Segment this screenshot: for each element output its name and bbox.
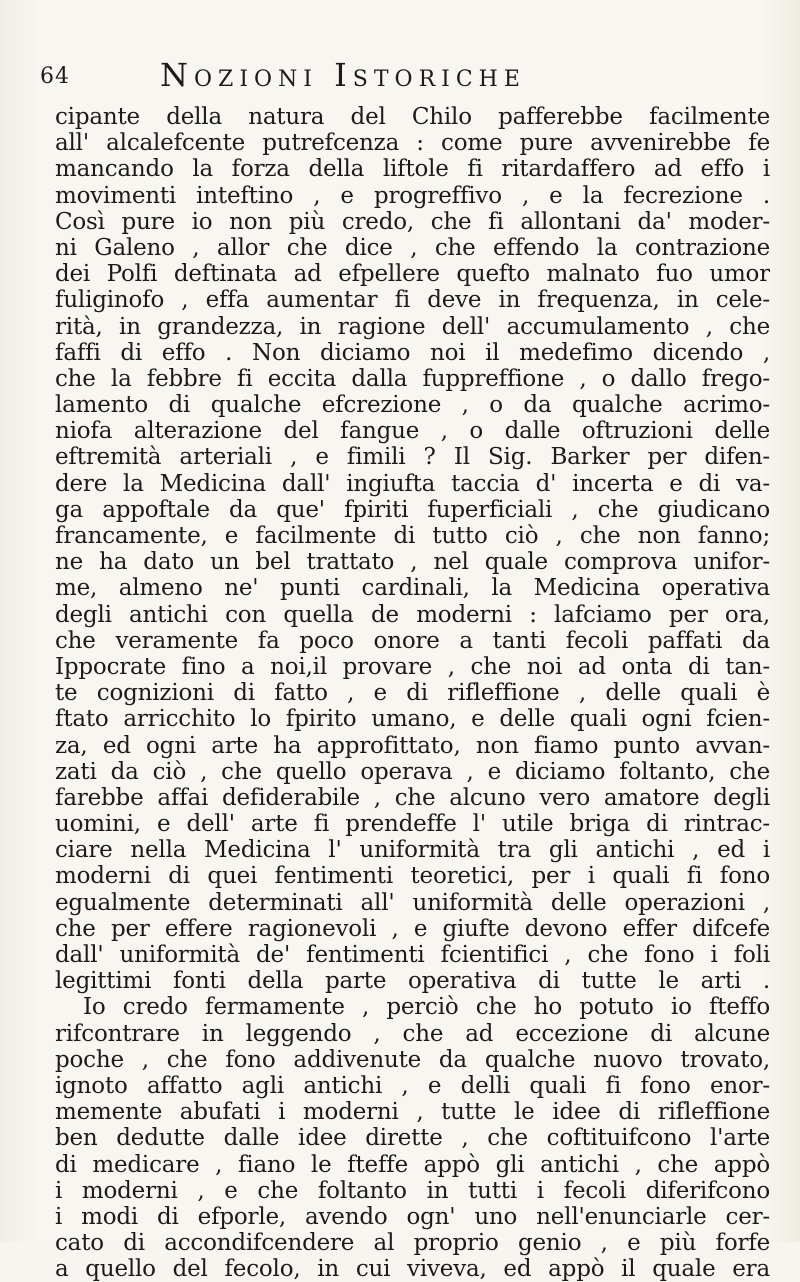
text-line: che per effere ragionevoli , e giufte devono effer difcefe xyxy=(55,915,770,942)
text-line: ignoto affatto agli antichi , e delli quali fi fono enor- xyxy=(55,1072,770,1099)
text-line: te cognizioni di fatto , e di rifleffione , delle quali è xyxy=(55,680,770,707)
text-line: ftato arricchito lo fpirito umano, e delle quali ogni fcien- xyxy=(55,706,770,733)
text-line: farebbe affai defiderabile , che alcuno vero amatore degli xyxy=(55,784,770,811)
text-line: i moderni , e che foltanto in tutti i fecoli diferifcono xyxy=(55,1177,770,1204)
text-line: fuliginofo , effa aumentar fi deve in frequenza, in cele- xyxy=(55,287,770,314)
text-line: ni Galeno , allor che dice , che effendo la contrazione xyxy=(55,234,770,261)
text-line: poche , che fono addivenute da qualche nuovo trovato, xyxy=(55,1046,770,1073)
text-line: ben dedutte dalle idee dirette , che coftituifcono l'arte xyxy=(55,1125,770,1152)
text-line: che veramente fa poco onore a tanti fecoli paffati da xyxy=(55,627,770,654)
page-number: 64 xyxy=(40,64,70,89)
text-line: za, ed ogni arte ha approfittato, non fiamo punto avvan- xyxy=(55,732,770,759)
running-head: Nozioni Istoriche xyxy=(160,56,526,94)
text-line: ne ha dato un bel trattato , nel quale comprova unifor- xyxy=(55,549,770,576)
text-line: a quello del fecolo, in cui viveva, ed appò il quale era xyxy=(55,1256,770,1282)
text-line: ga appoftale da que' fpiriti fuperficiali , che giudicano xyxy=(55,496,770,523)
text-line: francamente, e facilmente di tutto ciò , che non fanno; xyxy=(55,523,770,549)
text-line: me, almeno ne' punti cardinali, la Medicina operativa xyxy=(55,575,770,602)
text-line: ciare nella Medicina l' uniformità tra gli antichi , ed i xyxy=(55,837,770,864)
text-line: mancando la forza della liftole fi ritardaffero ad effo i xyxy=(55,156,770,183)
text-line: niofa alterazione del fangue , o dalle oftruzioni delle xyxy=(55,418,770,445)
text-line: Ippocrate fino a noi,il provare , che noi ad onta di tan- xyxy=(55,653,770,680)
text-line: dei Polfi deftinata ad efpellere quefto malnato fuo umor xyxy=(55,261,770,288)
text-line: che la febbre fi eccita dalla fuppreffione , o dallo frego- xyxy=(55,365,770,392)
text-line: rifcontrare in leggendo , che ad eccezione di alcune xyxy=(55,1020,770,1047)
text-line: egualmente determinati all' uniformità delle operazioni , xyxy=(55,889,770,916)
text-line: legittimi fonti della parte operativa di tutte le arti . xyxy=(55,968,770,995)
text-line: zati da ciò , che quello operava , e diciamo foltanto, che xyxy=(55,758,770,785)
text-line: movimenti inteftino , e progreffivo , e la fecrezione . xyxy=(55,182,770,209)
text-line: rità, in grandezza, in ragione dell' accumulamento , che xyxy=(55,313,770,340)
body-text xyxy=(55,104,770,1282)
text-line: Così pure io non più credo, che fi allontani da' moder- xyxy=(55,208,770,235)
text-line: moderni di quei fentimenti teoretici, per i quali fi fono xyxy=(55,863,770,890)
text-line: Io credo fermamente , perciò che ho potuto io fteffo xyxy=(83,994,770,1021)
text-line: di medicare , fiano le fteffe appò gli antichi , che appò xyxy=(55,1151,770,1178)
text-line: dere la Medicina dall' ingiufta taccia d' incerta e di va- xyxy=(55,470,770,497)
text-line: cipante della natura del Chilo pafferebbe facilmente xyxy=(55,104,770,130)
text-line: faffi di effo . Non diciamo noi il medefimo dicendo , xyxy=(55,339,770,366)
text-line: all' alcalefcente putrefcenza : come pure avvenirebbe fe xyxy=(55,130,770,157)
text-line: degli antichi con quella de moderni : lafciamo per ora, xyxy=(55,601,770,628)
page-header xyxy=(40,56,760,106)
text-line: eftremità arteriali , e fimili ? Il Sig. Barker per difen- xyxy=(55,444,770,471)
text-line: lamento di qualche efcrezione , o da qualche acrimo- xyxy=(55,392,770,419)
text-line: memente abufati i moderni , tutte le idee di rifleffione xyxy=(55,1099,770,1126)
text-line: cato di accondifcendere al proprio genio , e più forfe xyxy=(55,1230,770,1257)
text-line: i modi di efporle, avendo ogn' uno nell'enunciarle cer- xyxy=(55,1203,770,1230)
text-line: uomini, e dell' arte fi prendeffe l' utile briga di rintrac- xyxy=(55,811,770,838)
text-line: dall' uniformità de' fentimenti fcientifici , che fono i foli xyxy=(55,942,770,968)
